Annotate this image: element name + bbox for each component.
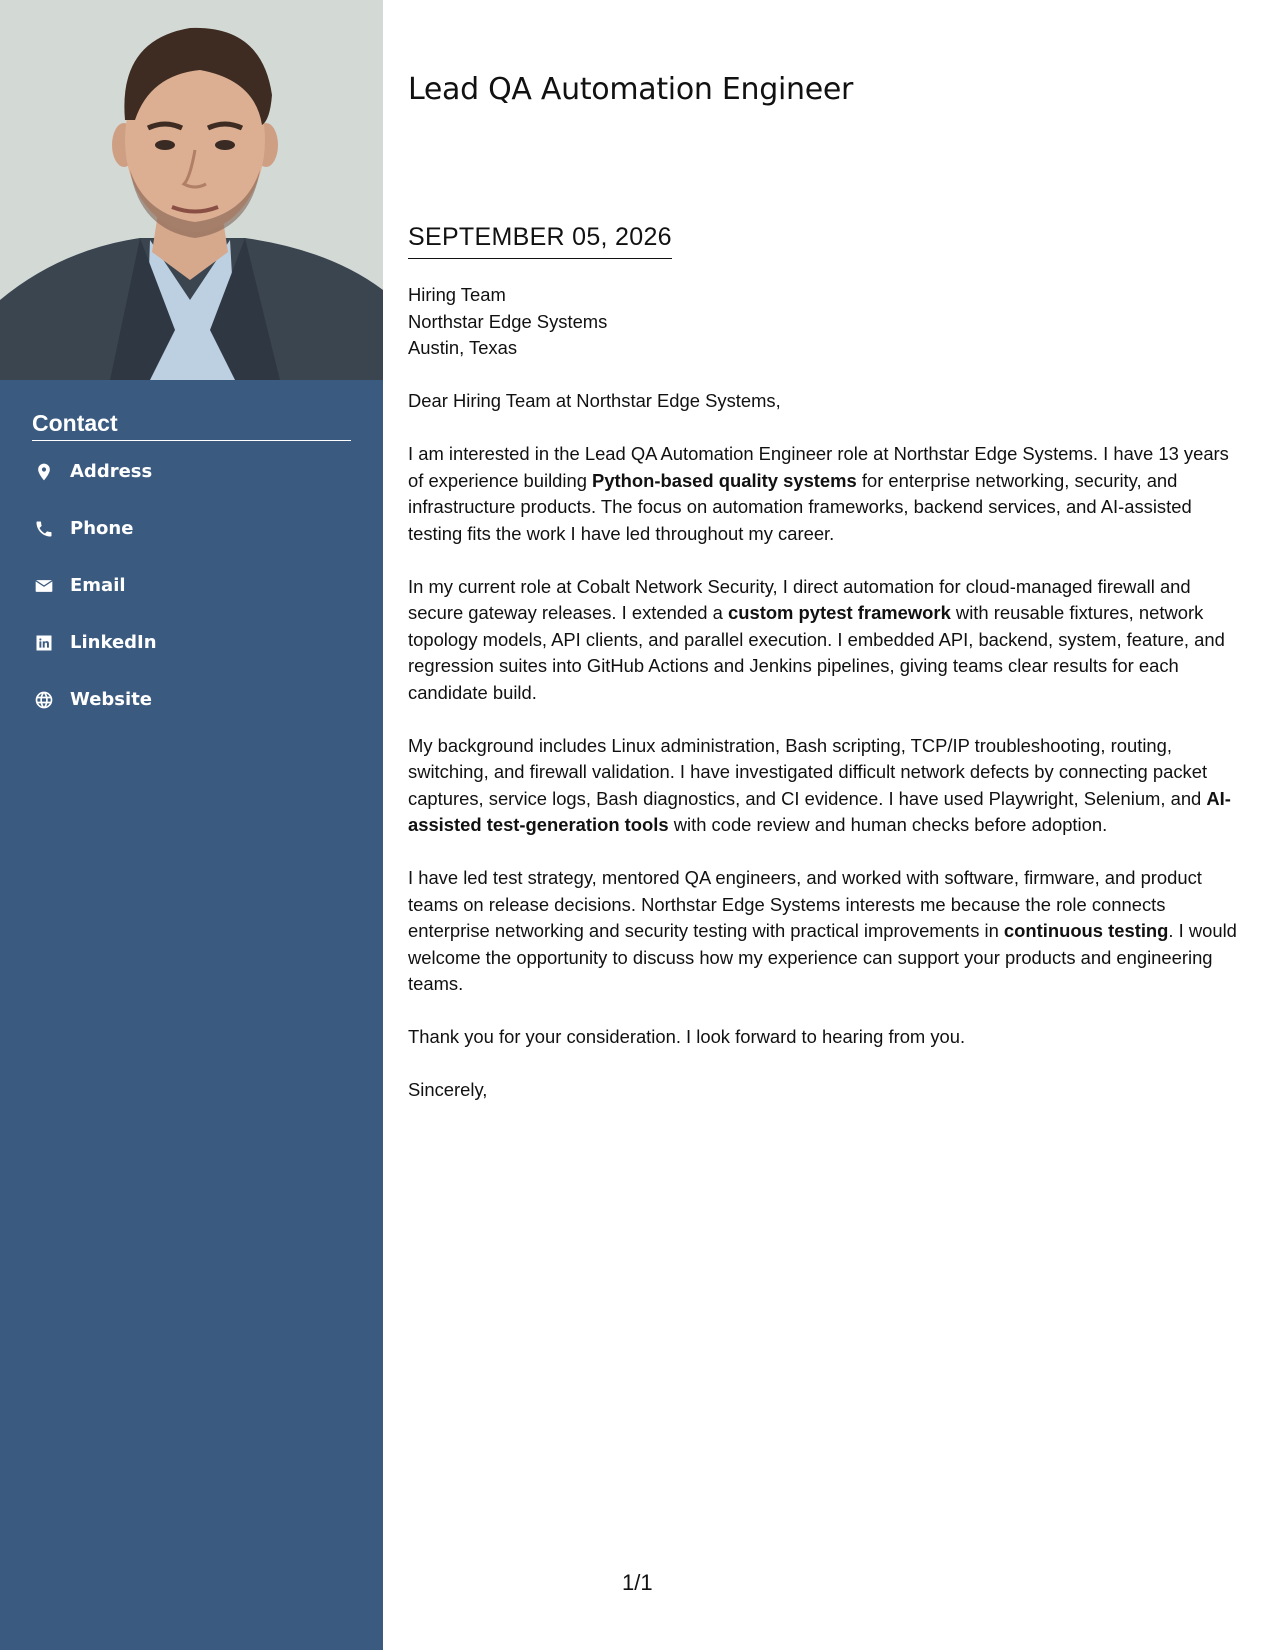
contact-heading: Contact	[32, 410, 351, 441]
recipient-block	[408, 282, 1243, 362]
emphasis: AI-assisted test-generation tools	[408, 787, 1231, 835]
paragraph-4: I have led test strategy, mentored QA engineers, and worked with software, firmware, and product teams on release decisions. Northstar Edge Systems interests me because the role connects enterprise networking and security testing with practical improvements in continuous testing. I would welcome the opportunity to discuss how my experience can support your products and engineering teams.	[408, 867, 1237, 994]
contact-item-address[interactable]	[32, 443, 351, 500]
letter-date: SEPTEMBER 05, 2026	[408, 223, 672, 259]
recipient-line: Hiring Team	[408, 284, 506, 305]
contact-label-email: Email	[70, 575, 126, 596]
contact-section	[32, 410, 351, 728]
job-title: Lead QA Automation Engineer	[408, 72, 854, 107]
linkedin-icon	[32, 631, 56, 655]
contact-label-phone: Phone	[70, 518, 134, 539]
profile-photo	[0, 0, 383, 380]
recipient-line: Northstar Edge Systems	[408, 310, 608, 332]
phone-icon	[32, 517, 56, 541]
contact-item-linkedin[interactable]	[32, 614, 351, 671]
contact-item-website[interactable]	[32, 671, 351, 728]
recipient-line: Austin, Texas	[408, 337, 518, 358]
globe-icon	[32, 688, 56, 712]
contact-item-phone[interactable]	[32, 500, 351, 557]
paragraph-2: In my current role at Cobalt Network Security, I direct automation for cloud-managed firewall and secure gateway releases. I extended a custom pytest framework with reusable fixtures, network topology models, API clients, and parallel execution. I embedded API, backend, system, feature, and regression suites into GitHub Actions and Jenkins pipelines, giving teams clear results for each candidate build.	[408, 575, 1225, 703]
contact-label-address: Address	[70, 461, 153, 482]
sidebar	[0, 0, 383, 1650]
paragraph-5: Thank you for your consideration. I look forward to hearing from you.	[408, 1026, 966, 1047]
envelope-icon	[32, 574, 56, 598]
emphasis: custom pytest framework	[728, 602, 951, 623]
contact-label-linkedin: LinkedIn	[70, 632, 157, 653]
page-number: 1/1	[622, 1570, 653, 1595]
contact-label-website: Website	[70, 689, 153, 710]
closing: Sincerely,	[408, 1079, 488, 1100]
emphasis: Python-based quality systems	[592, 469, 857, 491]
salutation: Dear Hiring Team at Northstar Edge Systems,	[408, 390, 781, 411]
paragraph-3: My background includes Linux administration, Bash scripting, TCP/IP troubleshooting, routing, switching, and firewall validation. I have investigated difficult network defects by connecting packet captures, service logs, Bash diagnostics, and CI evidence. I have used Playwright, Selenium, and AI-assisted test-generation tools with code review and human checks before adoption.	[408, 734, 1231, 835]
paragraph-1: I am interested in the Lead QA Automation Engineer role at Northstar Edge Systems. I have 13 years of experience building Python-based quality systems for enterprise networking, security, and infrastructure products. The focus on automation frameworks, backend services, and AI-assisted testing fits the work I have led throughout my career.	[408, 443, 1229, 544]
contact-item-email[interactable]	[32, 557, 351, 614]
emphasis: continuous testing	[1003, 920, 1169, 941]
map-marker-icon	[32, 460, 56, 484]
letter-body	[408, 282, 1243, 1130]
